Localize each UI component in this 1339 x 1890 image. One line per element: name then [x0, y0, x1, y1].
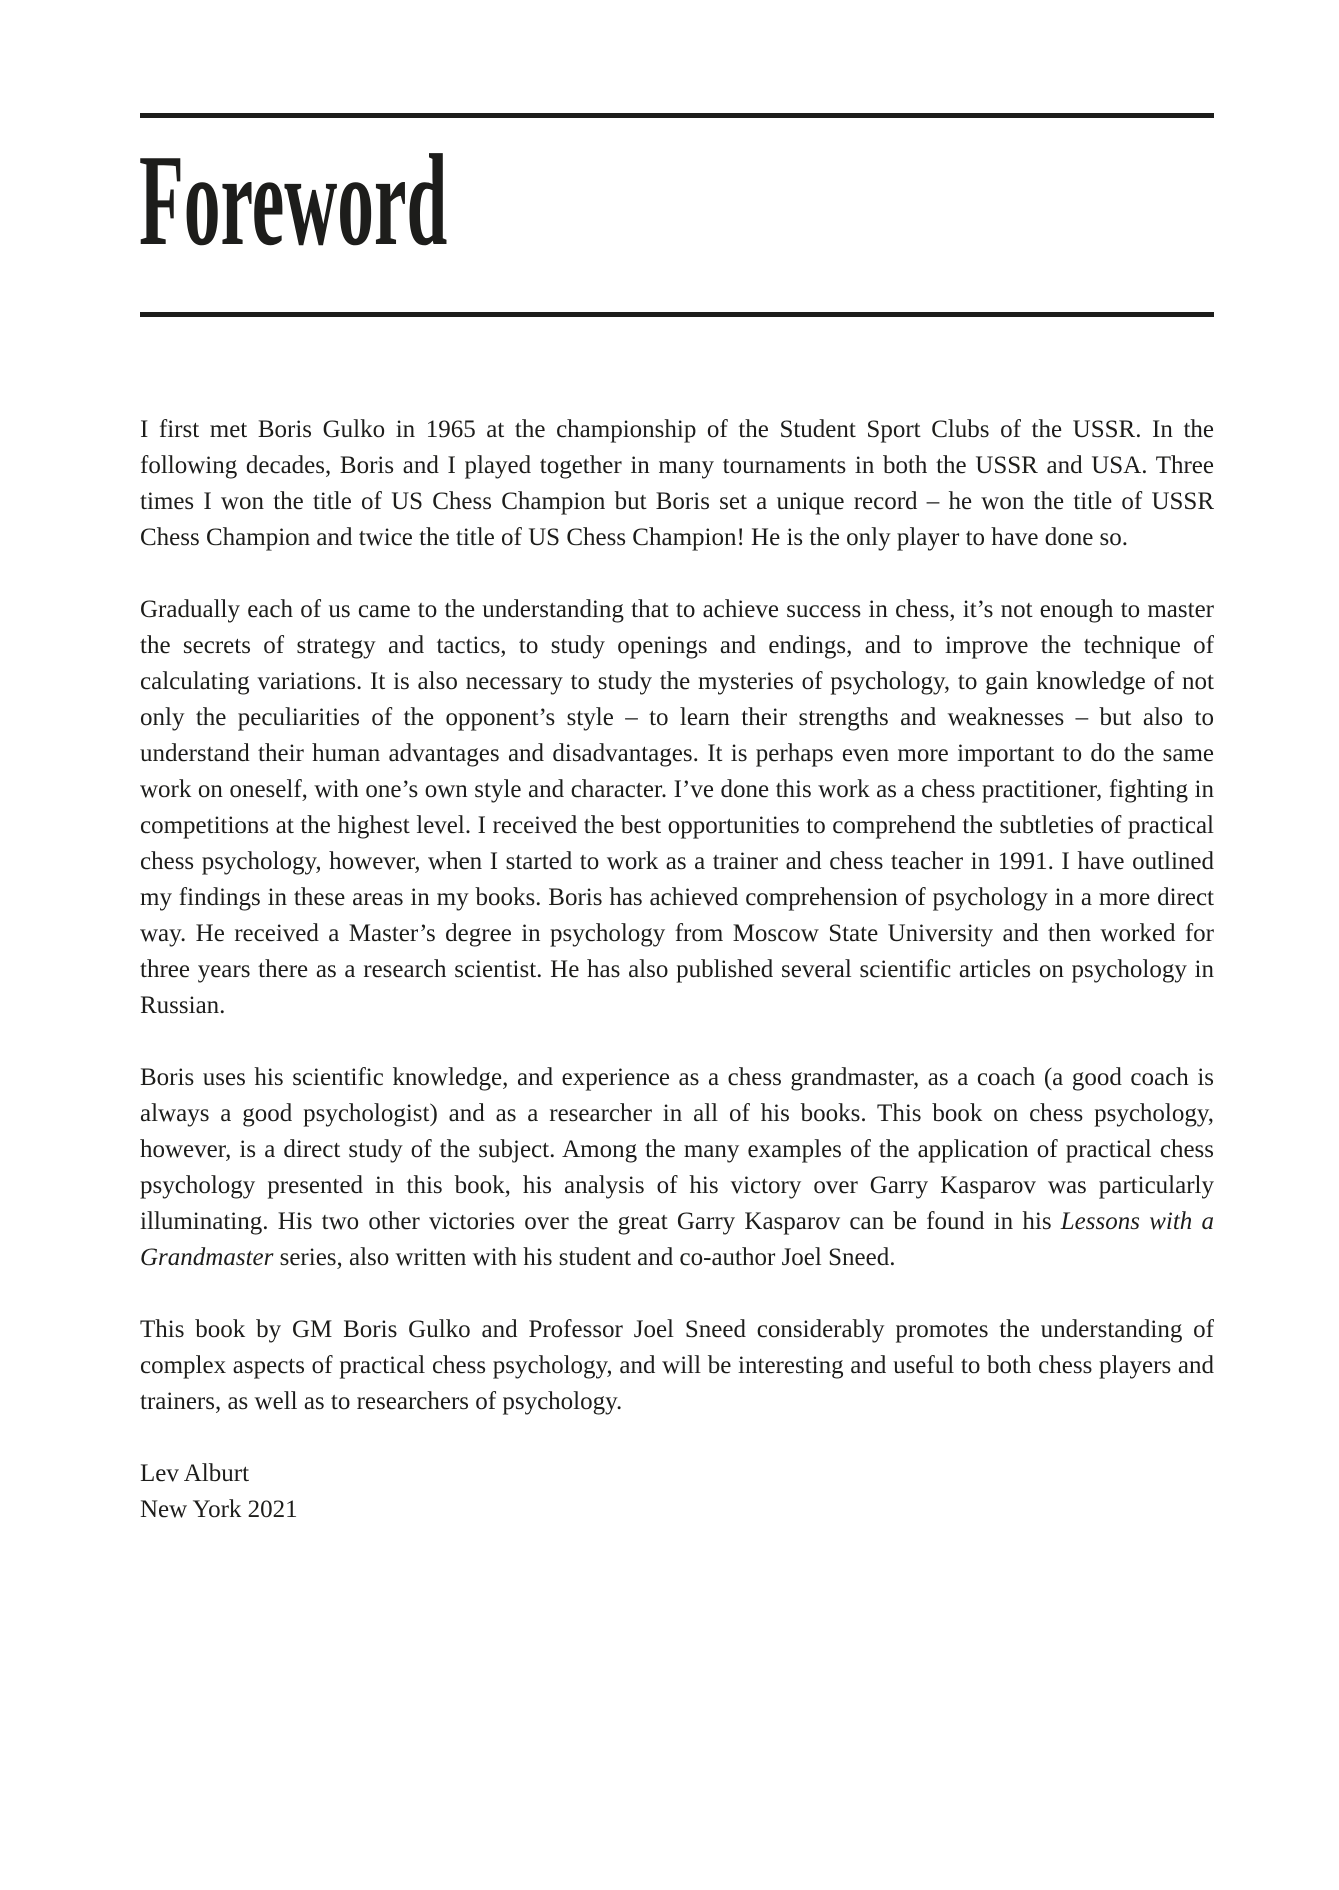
top-rule: [140, 113, 1214, 118]
page-title: [139, 128, 690, 273]
book-title-italic: Lessons with a Grandmaster: [140, 1208, 1214, 1271]
signature-place-year: New York 2021: [140, 1496, 298, 1523]
paragraph-3-text-after: series, also written with his student and co-author Joel Sneed.: [273, 1244, 896, 1271]
signature-name: Lev Alburt: [140, 1460, 250, 1487]
bottom-rule: [140, 312, 1214, 317]
paragraph-3: [140, 1060, 1214, 1276]
paragraph-4: This book by GM Boris Gulko and Professor Joel Sneed considerably promotes the understanding of complex aspects of practical chess psychology, and will be interesting and useful to both chess players and trainers, as well as to researchers of psychology.: [140, 1316, 1214, 1415]
paragraph-2: Gradually each of us came to the understanding that to achieve success in chess, it’s not enough to master the secrets of strategy and tactics, to study openings and endings, and to improve the technique of calculating variations. It is also necessary to study the mysteries of psychology, to gain knowledge of not only the peculiarities of the opponent’s style – to learn their strengths and weaknesses – but also to understand their human advantages and disadvantages. It is perhaps even more important to do the same work on oneself, with one’s own style and character. I’ve done this work as a chess practitioner, fighting in competitions at the highest level. I received the best opportunities to comprehend the subtleties of practical chess psychology, however, when I started to work as a trainer and chess teacher in 1991. I have outlined my findings in these areas in my books. Boris has achieved comprehension of psychology in a more direct way. He received a Master’s degree in psychology from Moscow State University and then worked for three years there as a research scientist. He has also published several scientific articles on psychology in Russian.: [140, 596, 1214, 1019]
paragraph-3-text-before: Boris uses his scientific knowledge, and experience as a chess grandmaster, as a coach (a good coach is always a good psychologist) and as a researcher in all of his books. This book on chess psychology, however, is a direct study of the subject. Among the many examples of the application of practical chess psychology presented in this book, his analysis of his victory over Garry Kasparov was particularly illuminating. His two other victories over the great Garry Kasparov can be found in his: [140, 1064, 1214, 1235]
paragraph-1: I first met Boris Gulko in 1965 at the championship of the Student Sport Clubs of the USSR. In the following decades, Boris and I played together in many tournaments in both the USSR and USA. Three times I won the title of US Chess Champion but Boris set a unique record – he won the title of USSR Chess Champion and twice the title of US Chess Champion! He is the only player to have done so.: [140, 416, 1214, 551]
signature-block: [140, 1456, 1214, 1528]
foreword-body: [140, 412, 1214, 1528]
page-title-text: Foreword: [139, 128, 448, 273]
